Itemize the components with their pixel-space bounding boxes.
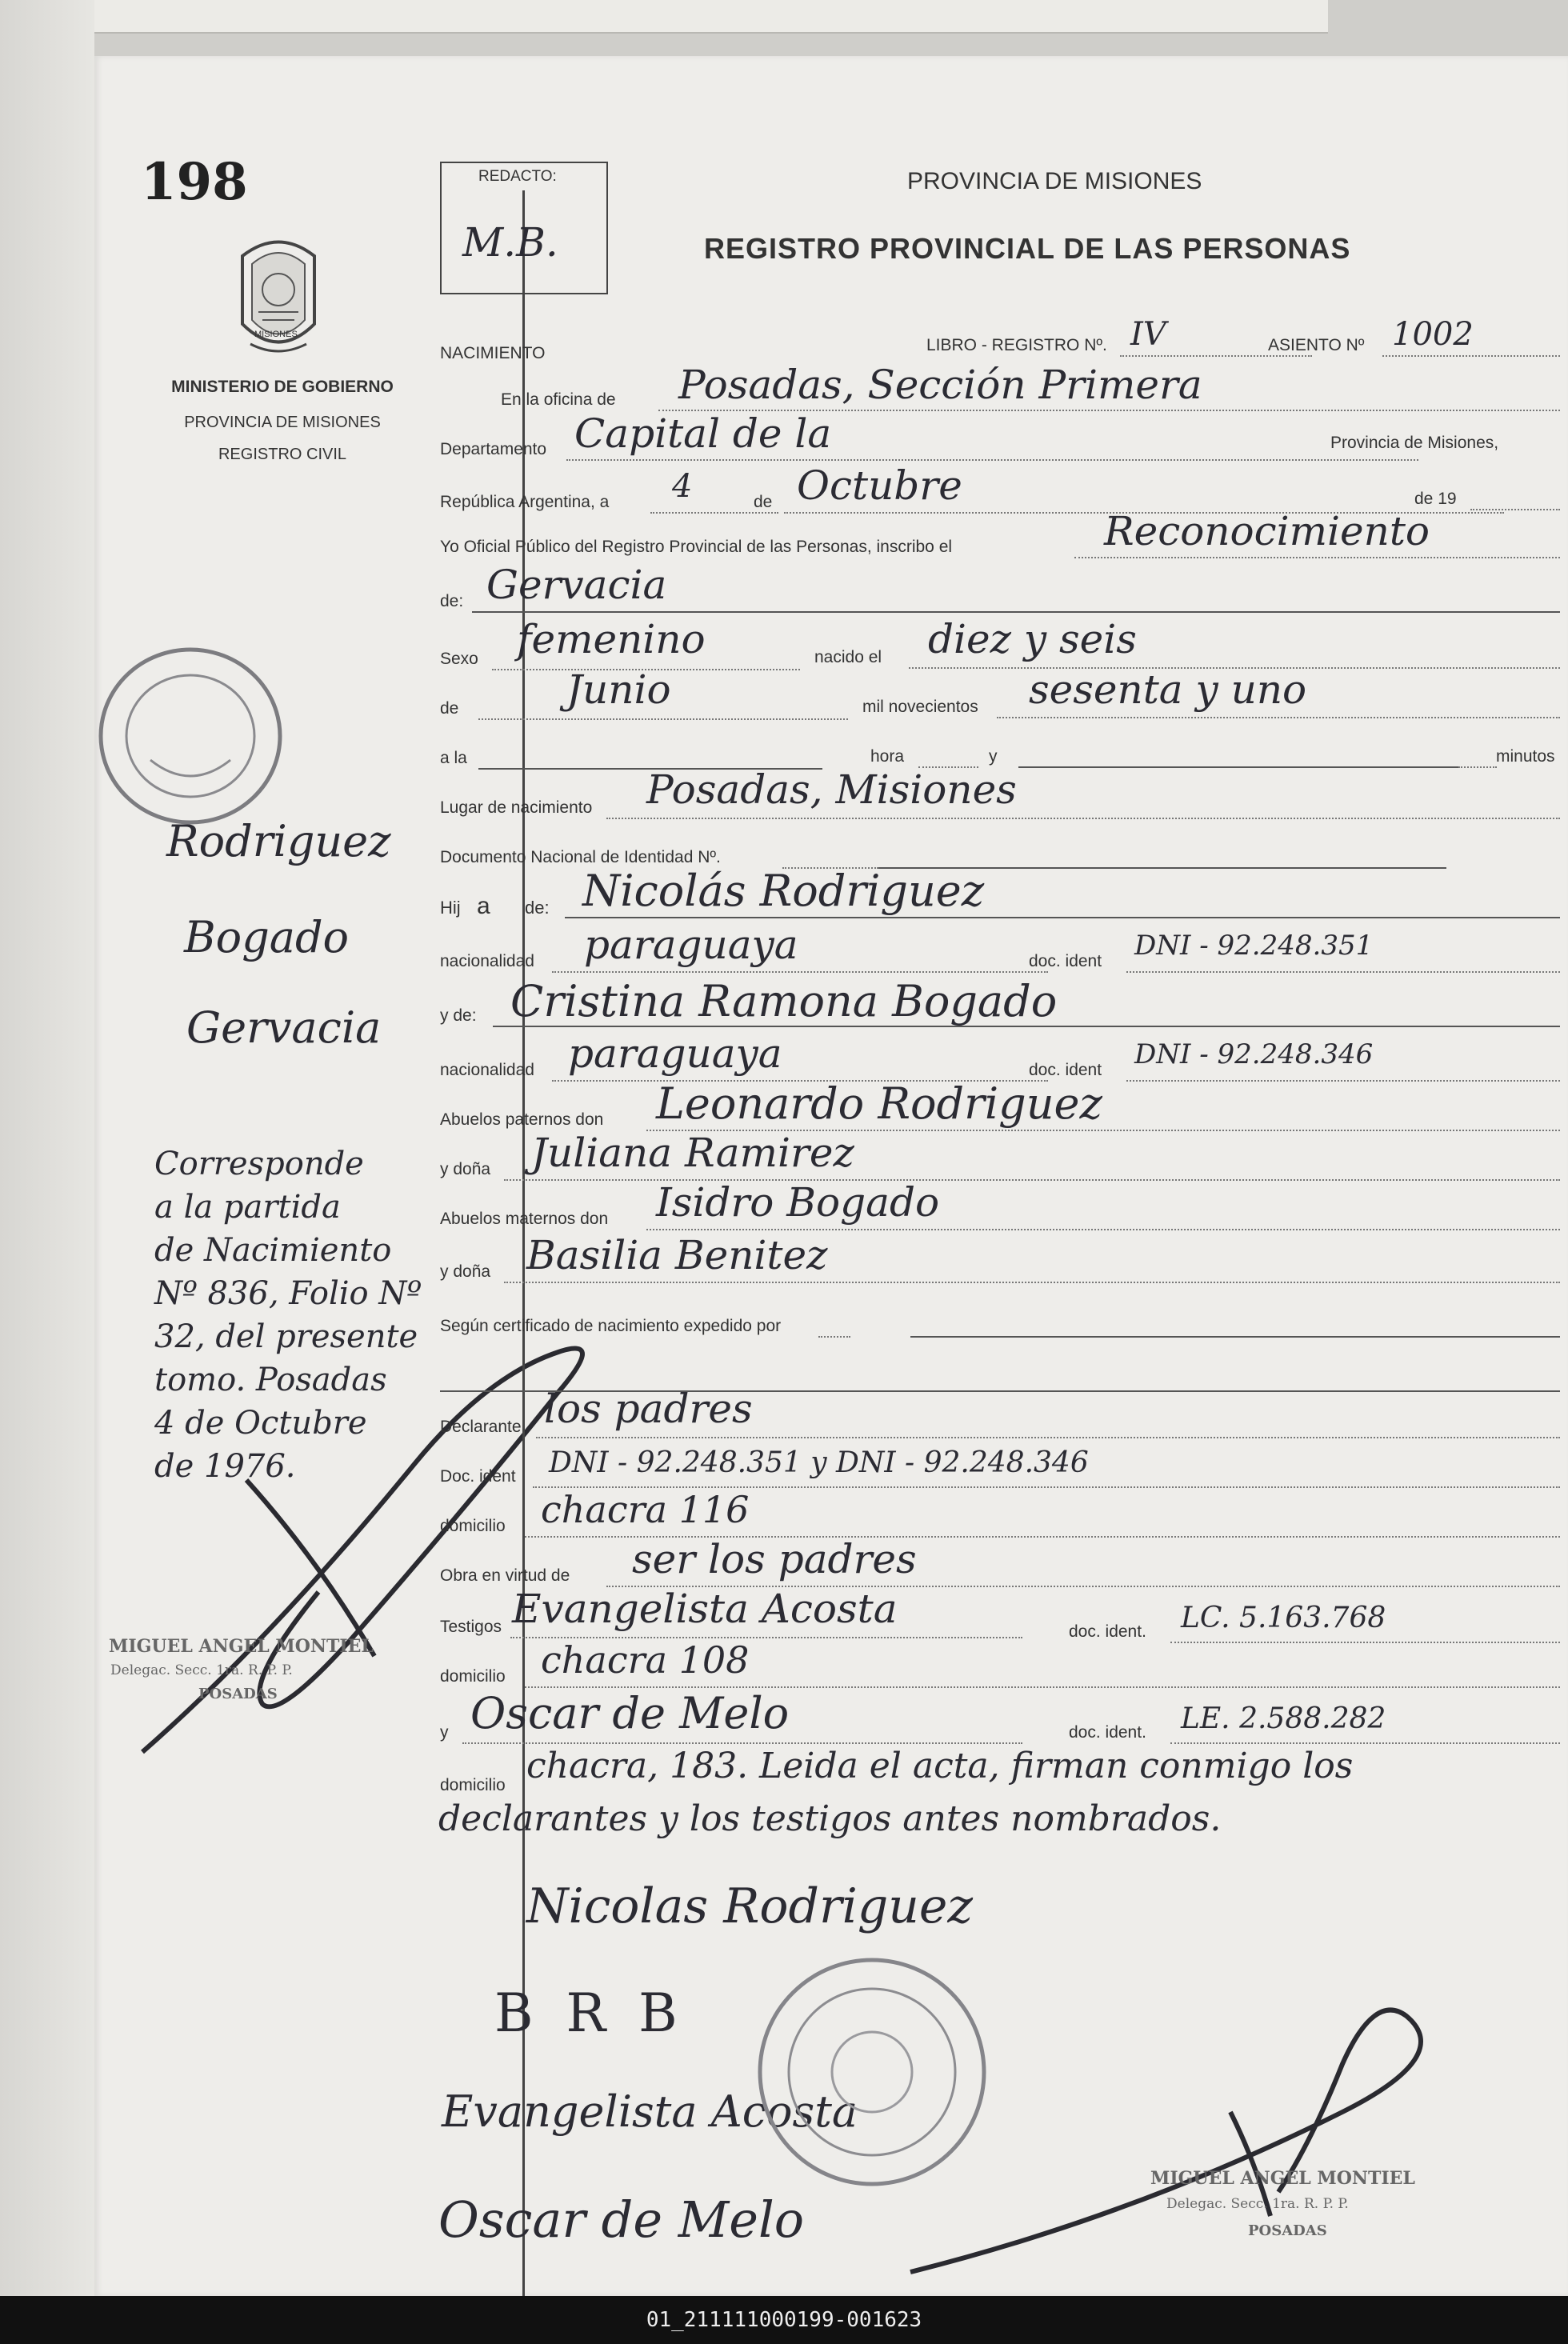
minutos-label: minutos [1496,747,1555,766]
abuelos-maternos-label: Abuelos maternos don [440,1210,609,1228]
libro-value: IV [1130,316,1166,353]
act-type-label: NACIMIENTO [440,344,546,362]
abuelos-paternos-label: Abuelos paternos don [440,1110,604,1129]
obra-label: Obra en virtud de [440,1566,570,1585]
declarante-label: Declarante [440,1418,522,1436]
province-label: PROVINCIA DE MISIONES [184,414,381,431]
nacionalidad-madre-label: nacionalidad [440,1061,534,1079]
doc-padre-value: DNI - 92.248.351 [1134,930,1374,962]
de-label: de [754,493,773,511]
de-nombre-label: de: [440,592,464,610]
lugar-value: Posadas, Misiones [646,766,1017,813]
previous-page-margin [0,0,94,2296]
anio-label: de 19 [1414,490,1457,508]
doc-testigo2-value: LE. 2.588.282 [1181,1702,1386,1735]
redacto-label: REDACTO: [478,168,557,185]
testigos-label: Testigos [440,1618,502,1636]
republica-label: República Argentina, a [440,493,610,511]
nacionalidad-padre-label: nacionalidad [440,952,534,970]
abuela-paterna-label: y doña [440,1160,491,1178]
signature-testigo1: Evangelista Acosta [442,2086,858,2137]
official-stamp-city-bottom: POSADAS [1248,2222,1327,2239]
abuela-materna-label: y doña [440,1262,491,1281]
dni-label: Documento Nacional de Identidad Nº. [440,848,721,866]
official-stamp-name-bottom: MIGUEL ANGEL MONTIEL [1150,2168,1415,2189]
hij-label: Hij [440,898,461,918]
domicilio-label: domicilio [440,1517,506,1535]
signature-testigo2: Oscar de Melo [438,2190,805,2249]
oficina-label: En la oficina de [501,390,616,409]
image-id-footer: 01_211111000199-001623 [0,2296,1568,2344]
header-province: PROVINCIA DE MISIONES [907,168,1202,194]
register-page [94,56,1568,2296]
oficina-value: Posadas, Sección Primera [678,362,1202,408]
mes-value: Octubre [797,462,962,509]
doc-padre-label: doc. ident [1029,952,1102,970]
margin-note-line: de 1976. [154,1448,296,1485]
inscribo-label: Yo Oficial Público del Registro Provincial de las Personas, inscribo el [440,538,953,556]
provincia-label: Provincia de Misiones, [1330,434,1499,452]
doc-testigo1-value: LC. 5.163.768 [1181,1602,1386,1634]
nombre-value: Gervacia [486,562,667,608]
registry-stamp-left [94,640,286,832]
margin-note-line: a la partida [154,1189,341,1226]
doc-testigo1-label: doc. ident. [1069,1622,1146,1641]
redacto-value: M.B. [462,219,558,266]
departamento-value: Capital de la [574,410,832,457]
nacionalidad-padre-value: paraguaya [584,922,798,968]
asiento-label: ASIENTO Nº [1268,336,1365,354]
abuela-materna-value: Basilia Benitez [526,1232,828,1278]
madre-value: Cristina Ramona Bogado [510,976,1058,1026]
sexo-value: femenino [517,616,706,662]
coat-of-arms-seal [226,232,330,360]
hora-label: hora [870,747,905,766]
margin-name-2: Bogado [184,912,350,962]
segun-certificado-label: Según certificado de nacimiento expedido por [440,1317,782,1335]
doc-declarantes-value: DNI - 92.248.351 y DNI - 92.248.346 [549,1446,1089,1479]
margin-note-line: 4 de Octubre [154,1405,367,1442]
testigo1-value: Evangelista Acosta [512,1586,898,1632]
page-number: 198 [141,152,248,212]
mes-nac-value: Junio [566,666,671,713]
signature-initials: B R B [494,1982,686,2044]
abuelo-materno-value: Isidro Bogado [656,1179,940,1226]
obra-value: ser los padres [632,1536,917,1582]
abuela-paterna-value: Juliana Ramirez [531,1130,854,1176]
official-stamp-role-bottom: Delegac. Secc. 1ra. R. P. P. [1166,2196,1349,2212]
domicilio-testigo1-label: domicilio [440,1667,506,1686]
abuelo-paterno-value: Leonardo Rodriguez [656,1078,1102,1129]
margin-note-line: tomo. Posadas [154,1362,387,1398]
lugar-label: Lugar de nacimiento [440,798,593,817]
doc-madre-value: DNI - 92.248.346 [1134,1038,1374,1070]
doc-madre-label: doc. ident [1029,1061,1102,1079]
domicilio-testigo2-label: domicilio [440,1776,506,1794]
inscribo-value: Reconocimiento [1104,508,1430,554]
y-testigo2-label: y [440,1723,449,1742]
doc-ident-label: Doc. ident [440,1467,516,1486]
sexo-label: Sexo [440,650,478,668]
testigo2-value: Oscar de Melo [470,1688,790,1738]
margin-note-line: Corresponde [154,1146,364,1182]
mil-label: mil novecientos [862,698,978,716]
y-de-madre-label: y de: [440,1006,477,1025]
declarante-value: los padres [544,1386,753,1432]
departamento-label: Departamento [440,440,547,458]
libro-label: LIBRO - REGISTRO Nº. [926,336,1107,354]
ministry-label: MINISTERIO DE GOBIERNO [171,378,394,396]
domicilio-testigo2-value: chacra, 183. Leida el acta, firman conmigo los [526,1746,1354,1786]
header-title: REGISTRO PROVINCIAL DE LAS PERSONAS [704,232,1351,265]
margin-note-line: Nº 836, Folio Nº [154,1275,422,1312]
padre-value: Nicolás Rodriguez [582,866,985,916]
domicilio-value: chacra 116 [541,1488,750,1531]
nacionalidad-madre-value: paraguaya [568,1030,782,1077]
domicilio-testigo1-value: chacra 108 [541,1638,750,1682]
de-padre-label: de: [525,898,550,918]
y-label: y [989,747,998,766]
dia-value: 4 [672,468,693,505]
seal-caption: MISIONES [254,330,298,339]
anio-nac-value: sesenta y uno [1029,666,1307,713]
ala-label: a la [440,749,467,767]
asiento-value: 1002 [1392,316,1474,353]
official-stamp-name-left: MIGUEL ANGEL MONTIEL [109,1636,374,1657]
margin-note-line: 32, del presente [154,1318,418,1355]
closing-text: declarantes y los testigos antes nombrados. [438,1798,1222,1839]
signature-declarante: Nicolas Rodriguez [526,1878,973,1934]
margin-name-3: Gervacia [186,1002,382,1053]
nacido-value: diez y seis [928,616,1137,662]
official-stamp-city-left: POSADAS [198,1686,278,1702]
de-mes-label: de [440,699,459,718]
margin-note-line: de Nacimiento [154,1232,392,1269]
hij-suffix: a [477,893,490,919]
margin-name-1: Rodriguez [166,816,391,866]
doc-testigo2-label: doc. ident. [1069,1723,1146,1742]
registro-civil-label: REGISTRO CIVIL [218,446,347,463]
previous-page-edge [0,0,1568,60]
redacto-box [440,162,608,294]
official-stamp-role-left: Delegac. Secc. 1ra. R. P. P. [110,1662,293,1678]
nacido-label: nacido el [814,648,882,666]
official-signature-scribble-bottom [894,1952,1486,2288]
